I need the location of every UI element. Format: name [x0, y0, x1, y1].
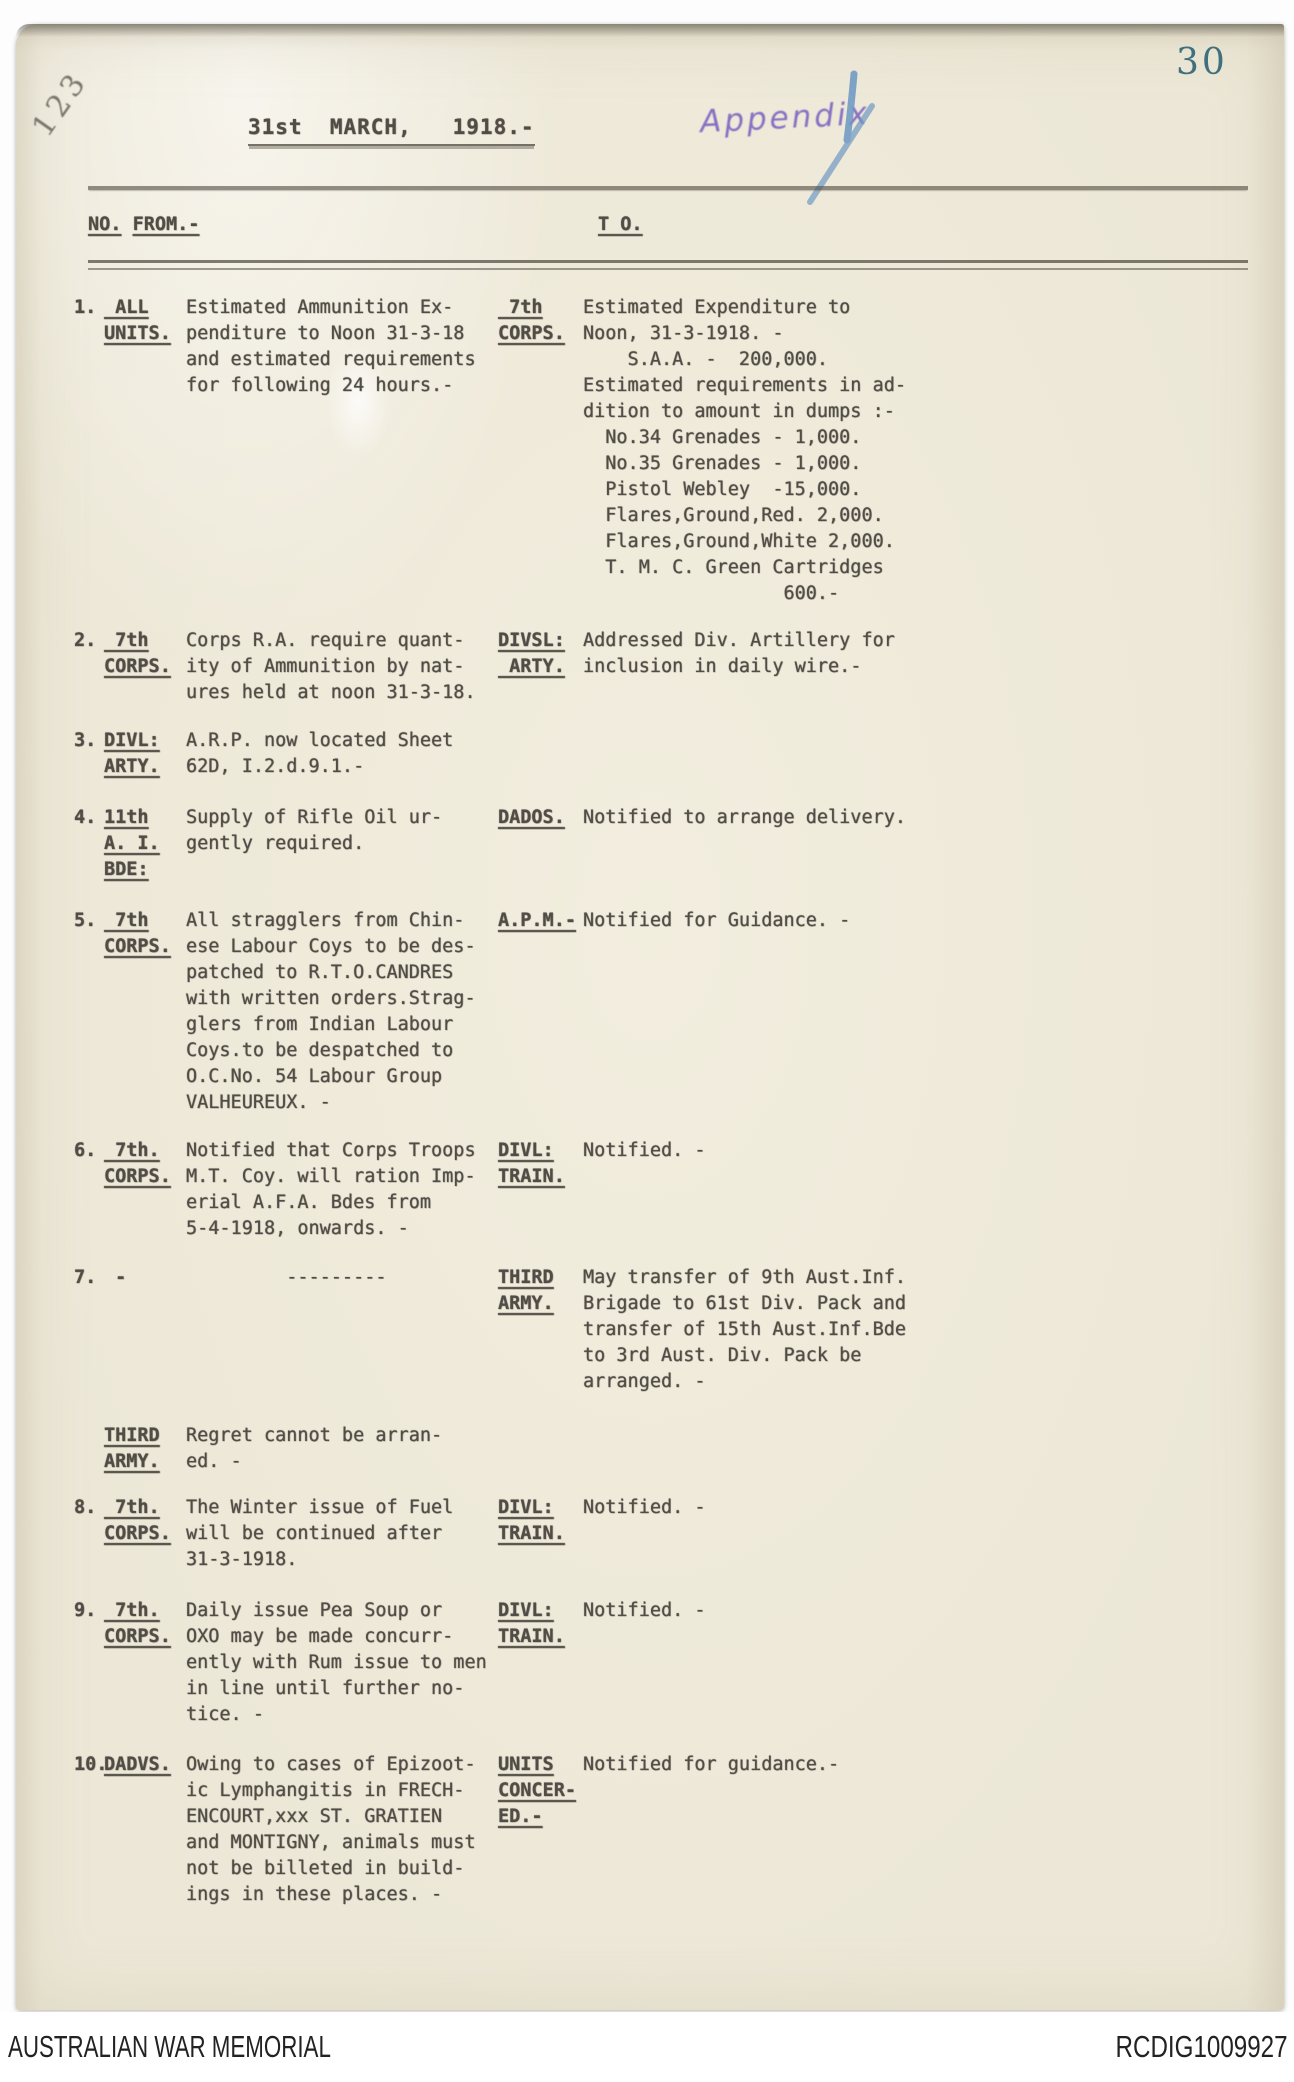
entry-from-unit	[104, 1138, 171, 1190]
entry-to-message-line: transfer of 15th Aust.Inf.Bde	[583, 1319, 907, 1340]
entry-from-message-line: ently with Rum issue to men	[186, 1652, 487, 1673]
entry-number	[74, 908, 96, 934]
entry-from-message-line: ures held at noon 31-3-18.	[186, 682, 476, 703]
entry-to-unit	[498, 1598, 565, 1650]
entry-from-message-line: erial A.F.A. Bdes from	[186, 1192, 432, 1213]
entry-to-unit	[498, 805, 565, 831]
entry-to-message-line: No.35 Grenades - 1,000.	[583, 453, 862, 474]
entry-from-message-line: Owing to cases of Epizoot-	[186, 1754, 476, 1775]
entry-from-message-line: The Winter issue of Fuel	[186, 1497, 454, 1518]
entry-to-message-line: dition to amount in dumps :-	[583, 401, 895, 422]
entry-to-unit-line: ARMY.	[498, 1293, 554, 1314]
column-header-from-label: FROM.-	[132, 214, 200, 235]
entry-number-line: 10.	[74, 1754, 108, 1775]
entry-from-message	[186, 728, 453, 780]
entry-to-message-line: Flares,Ground,White 2,000.	[583, 531, 895, 552]
entry-from-message	[186, 1423, 442, 1475]
entry-number-line: 1.	[74, 297, 97, 318]
entry-from-message-line: OXO may be made concurr-	[186, 1626, 454, 1647]
entry-to-message-line: Estimated Expenditure to	[583, 297, 851, 318]
entry-to-message-line: to 3rd Aust. Div. Pack be	[583, 1345, 862, 1366]
entry-to-unit-line: DIVL:	[498, 1600, 554, 1621]
entry-from-message-line: patched to R.T.O.CANDRES	[186, 962, 454, 983]
archive-id: RCDIG1009927	[1115, 2029, 1288, 2064]
entry-from-message-line: VALHEUREUX. -	[186, 1092, 331, 1113]
entry-from-message	[186, 1138, 476, 1242]
entry-to-message	[583, 805, 906, 831]
entry-from-unit-line: ALL	[104, 297, 149, 318]
entry-from-unit	[104, 628, 171, 680]
entry-from-message-line: A.R.P. now located Sheet	[186, 730, 454, 751]
entry-from-message-line: Coys.to be despatched to	[186, 1040, 454, 1061]
entry-number	[74, 805, 96, 831]
entry-from-message-line: gently required.	[186, 833, 365, 854]
entry-from-message-line: 62D, I.2.d.9.1.-	[186, 756, 365, 777]
entry-from-message-line: Supply of Rifle Oil ur-	[186, 807, 443, 828]
entry-to-unit-line: ED.-	[498, 1806, 543, 1827]
entry-from-message-line: tice. -	[186, 1704, 264, 1725]
entry-number-line: 3.	[74, 730, 97, 751]
entry-to-unit-line: 7th	[498, 297, 543, 318]
entry-from-unit-line: 11th	[104, 807, 149, 828]
corner-annotation: 123	[25, 64, 96, 144]
entry-to-unit-line: TRAIN.	[498, 1523, 565, 1544]
entry-from-message	[186, 628, 476, 706]
entry-to-message-line: No.34 Grenades - 1,000.	[583, 427, 862, 448]
entry-number-line: 4.	[74, 807, 97, 828]
entry-from-message	[186, 1752, 476, 1908]
entry-from-unit-line: -	[104, 1267, 127, 1288]
entry-from-unit-line: 7th.	[104, 1140, 160, 1161]
entry-to-unit-line: TRAIN.	[498, 1626, 565, 1647]
entry-number-line: 8.	[74, 1497, 97, 1518]
entry-number	[74, 1265, 96, 1291]
entry-to-unit	[498, 908, 576, 934]
entry-from-unit-line: 7th	[104, 910, 149, 931]
entry-from-message-line: ings in these places. -	[186, 1884, 443, 1905]
entry-to-unit-line: UNITS	[498, 1754, 554, 1775]
entry-to-unit	[498, 295, 565, 347]
entry-to-message	[583, 1598, 706, 1624]
document-paper	[16, 24, 1284, 2010]
entry-from-message-line: will be continued after	[186, 1523, 443, 1544]
entry-from-message-line: Daily issue Pea Soup or	[186, 1600, 443, 1621]
entry-to-message	[583, 1138, 706, 1164]
entry-number-line: 5.	[74, 910, 97, 931]
entry-from-message	[186, 805, 442, 857]
entry-to-unit	[498, 1495, 565, 1547]
entry-from-message-line: ic Lymphangitis in FRECH-	[186, 1780, 465, 1801]
archive-name: AUSTRALIAN WAR MEMORIAL	[8, 2029, 331, 2064]
entry-number	[74, 1138, 96, 1164]
entry-from-unit-line: 7th.	[104, 1497, 160, 1518]
entry-to-message-line: inclusion in daily wire.-	[583, 656, 862, 677]
column-header-to: T O.	[598, 214, 643, 235]
entry-from-unit	[104, 1598, 171, 1650]
entry-to-unit-line: THIRD	[498, 1267, 554, 1288]
entry-from-message	[186, 908, 476, 1116]
entry-from-message-line: ENCOURT,xxx ST. GRATIEN	[186, 1806, 443, 1827]
entry-from-message-line: penditure to Noon 31-3-18	[186, 323, 465, 344]
entry-number-line: 2.	[74, 630, 97, 651]
entry-from-message	[186, 1265, 386, 1291]
entry-from-unit	[104, 1265, 126, 1291]
entry-number	[74, 295, 96, 321]
entry-to-unit-line: A.P.M.-	[498, 910, 576, 931]
entry-from-unit	[104, 1423, 160, 1475]
entry-to-message	[583, 1265, 906, 1395]
entry-from-unit-line: 7th.	[104, 1600, 160, 1621]
entry-to-message-line: T. M. C. Green Cartridges	[583, 557, 884, 578]
entry-from-message-line: with written orders.Strag-	[186, 988, 476, 1009]
entry-from-message-line: M.T. Coy. will ration Imp-	[186, 1166, 476, 1187]
entry-number	[74, 628, 96, 654]
entry-from-message-line: Notified that Corps Troops	[186, 1140, 476, 1161]
entry-from-message-line: 5-4-1918, onwards. -	[186, 1218, 409, 1239]
entry-to-message-line: Estimated requirements in ad-	[583, 375, 907, 396]
entry-to-unit	[498, 1138, 565, 1190]
entry-to-message-line: arranged. -	[583, 1371, 706, 1392]
entry-number-line: 6.	[74, 1140, 97, 1161]
entry-from-unit-line: ARTY.	[104, 756, 160, 777]
document-title: 31st MARCH, 1918.-	[248, 114, 535, 146]
entry-to-unit-line: DIVSL:	[498, 630, 565, 651]
entry-from-unit-line: CORPS.	[104, 1626, 171, 1647]
entry-from-unit	[104, 1495, 171, 1547]
entry-to-message-line: Noon, 31-3-1918. -	[583, 323, 784, 344]
entry-from-message-line: glers from Indian Labour	[186, 1014, 454, 1035]
entry-to-message-line: Notified for guidance.-	[583, 1754, 840, 1775]
entry-from-message-line: for following 24 hours.-	[186, 375, 454, 396]
entry-from-message-line: ese Labour Coys to be des-	[186, 936, 476, 957]
entry-from-message-line: Corps R.A. require quant-	[186, 630, 465, 651]
entry-number	[74, 1598, 96, 1624]
entry-to-message-line: Notified to arrange delivery.	[583, 807, 907, 828]
entry-to-unit-line: DIVL:	[498, 1497, 554, 1518]
footer-bar	[0, 2012, 1294, 2082]
entry-to-message-line: Notified. -	[583, 1600, 706, 1621]
entry-to-message-line: Notified. -	[583, 1497, 706, 1518]
entry-from-unit-line: DADVS.	[104, 1754, 171, 1775]
entry-number	[74, 728, 96, 754]
entry-from-unit-line: CORPS.	[104, 936, 171, 957]
entries-list	[16, 24, 1284, 2010]
entry-from-unit	[104, 908, 171, 960]
entry-to-message	[583, 908, 850, 934]
entry-to-unit	[498, 1265, 554, 1317]
entry-from-unit	[104, 1752, 171, 1778]
appendix-stamp: Appendix	[699, 95, 871, 141]
entry-from-message-line: and estimated requirements	[186, 349, 476, 370]
entry-to-message-line: Notified for Guidance. -	[583, 910, 851, 931]
entry-to-unit-line: CORPS.	[498, 323, 565, 344]
entry-to-unit-line: DIVL:	[498, 1140, 554, 1161]
entry-from-message-line: 31-3-1918.	[186, 1549, 298, 1570]
entry-to-unit	[498, 1752, 576, 1830]
entry-number-line: 9.	[74, 1600, 97, 1621]
entry-from-unit	[104, 728, 160, 780]
entry-from-message	[186, 295, 476, 399]
entry-to-unit-line: CONCER-	[498, 1780, 576, 1801]
entry-to-message	[583, 295, 906, 607]
entry-from-unit	[104, 805, 160, 883]
entry-from-unit-line: CORPS.	[104, 656, 171, 677]
entry-to-message	[583, 1752, 839, 1778]
entry-from-message-line: and MONTIGNY, animals must	[186, 1832, 476, 1853]
entry-to-message	[583, 1495, 706, 1521]
entry-number	[74, 1752, 107, 1778]
entry-number-line: 7.	[74, 1267, 97, 1288]
entry-from-unit-line: CORPS.	[104, 1523, 171, 1544]
entry-from-message-line: ---------	[186, 1267, 387, 1288]
entry-from-unit-line: CORPS.	[104, 1166, 171, 1187]
entry-to-message-line: Notified. -	[583, 1140, 706, 1161]
entry-from-unit-line: ARMY.	[104, 1451, 160, 1472]
entry-from-unit-line: BDE:	[104, 859, 149, 880]
entry-to-message-line: Pistol Webley -15,000.	[583, 479, 862, 500]
entry-to-unit-line: ARTY.	[498, 656, 565, 677]
entry-number	[74, 1495, 96, 1521]
entry-from-message	[186, 1598, 487, 1728]
entry-to-message-line: 600.-	[583, 583, 840, 604]
entry-to-message-line: Brigade to 61st Div. Pack and	[583, 1293, 907, 1314]
entry-to-message-line: S.A.A. - 200,000.	[583, 349, 829, 370]
entry-to-unit-line: DADOS.	[498, 807, 565, 828]
entry-to-message-line: May transfer of 9th Aust.Inf.	[583, 1267, 907, 1288]
column-header-no-label: NO.	[88, 214, 122, 235]
page-number: 30	[1176, 42, 1228, 83]
entry-to-message-line: Addressed Div. Artillery for	[583, 630, 895, 651]
typed-content	[16, 24, 1284, 2010]
entry-from-message-line: ity of Ammunition by nat-	[186, 656, 465, 677]
entry-from-message-line: in line until further no-	[186, 1678, 465, 1699]
entry-from-unit-line: 7th	[104, 630, 149, 651]
entry-to-message-line: Flares,Ground,Red. 2,000.	[583, 505, 884, 526]
entry-from-message-line: Estimated Ammunition Ex-	[186, 297, 454, 318]
entry-from-unit-line: UNITS.	[104, 323, 171, 344]
entry-from-message-line: not be billeted in build-	[186, 1858, 465, 1879]
entry-to-unit-line: TRAIN.	[498, 1166, 565, 1187]
entry-from-unit-line: THIRD	[104, 1425, 160, 1446]
entry-to-unit	[498, 628, 565, 680]
entry-from-message-line: Regret cannot be arran-	[186, 1425, 443, 1446]
entry-from-message	[186, 1495, 453, 1573]
entry-to-message	[583, 628, 895, 680]
entry-from-unit	[104, 295, 171, 347]
entry-from-unit-line: A. I.	[104, 833, 160, 854]
entry-from-message-line: ed. -	[186, 1451, 242, 1472]
entry-from-unit-line: DIVL:	[104, 730, 160, 751]
entry-from-message-line: All stragglers from Chin-	[186, 910, 465, 931]
entry-from-message-line: O.C.No. 54 Labour Group	[186, 1066, 443, 1087]
